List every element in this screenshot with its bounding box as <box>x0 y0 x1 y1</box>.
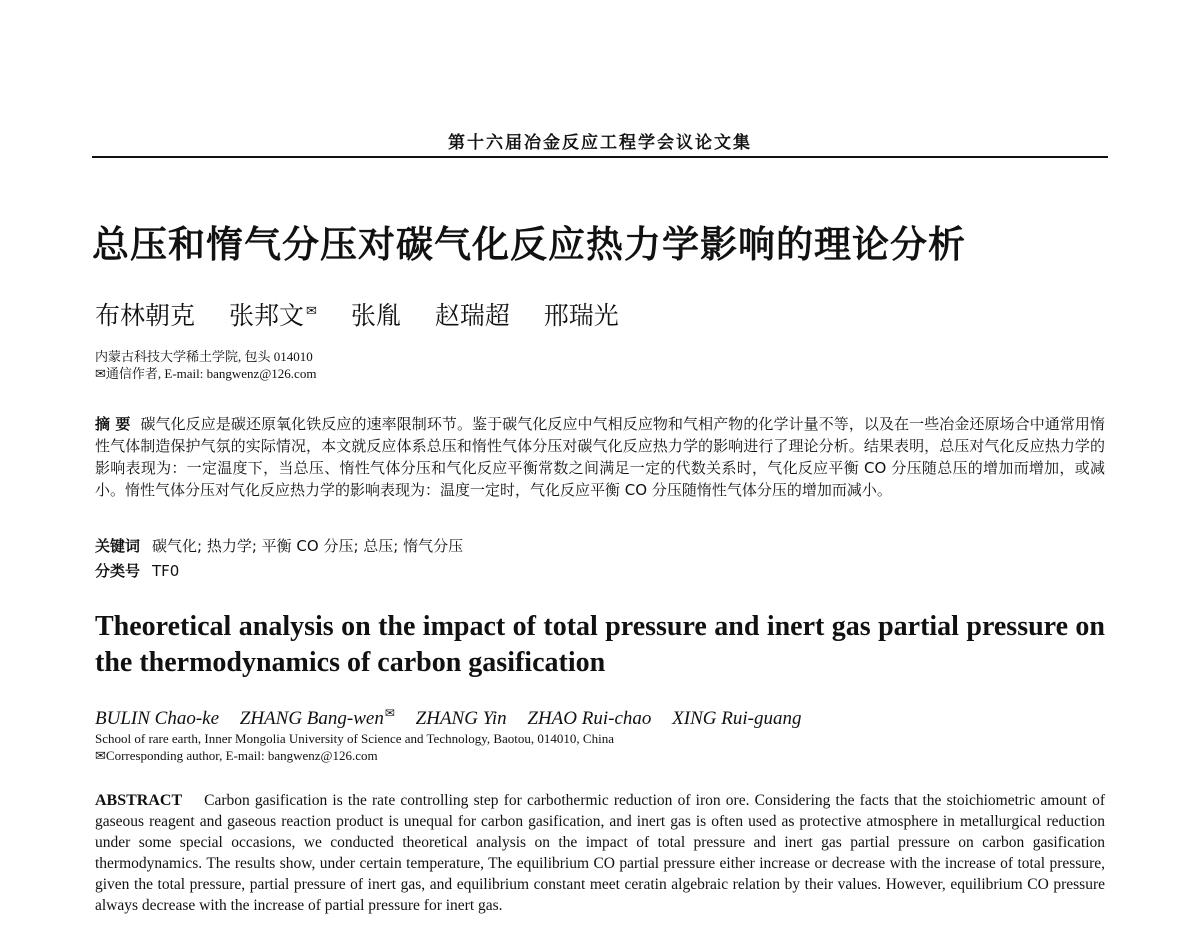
chinese-classification <box>95 560 179 581</box>
en-author-2: ZHANG Bang-wen✉ <box>239 706 395 730</box>
en-author-3: ZHANG Yin <box>415 708 507 730</box>
english-abstract <box>95 790 1105 916</box>
zh-class-label: 分类号 <box>95 562 141 580</box>
en-affiliation-line: School of rare earth, Inner Mongolia University of Science and Technology, Baotou, 014010, China <box>95 731 614 746</box>
chinese-affiliation <box>95 348 316 382</box>
english-affiliation <box>95 730 614 764</box>
en-author-5: XING Rui-guang <box>672 708 802 730</box>
zh-abstract-text: 碳气化反应是碳还原氧化铁反应的速率限制环节。鉴于碳气化反应中气相反应物和气相产物的化学计量不等，以及在一些冶金还原场合中通常用惰性气体制造保护气氛的实际情况，本文就反应体系总压和惰性气体分压对碳气化反应热力学的影响进行了理论分析。结果表明，总压对气化反应热力学的影响表现为：一定温度下，当总压、惰性气体分压和气化反应平衡常数之间满足一定的代数关系时，气化反应平衡 CO 分压随总压的增加而增加，或减小。惰性气体分压对气化反应热力学的影响表现为：温度一定时，气化反应平衡 CO 分压随惰性气体分压的增加而减小。 <box>95 415 1105 499</box>
zh-author-5: 邢瑞光 <box>543 301 619 330</box>
english-title: Theoretical analysis on the impact of total pressure and inert gas partial pressure on the thermodynamics of carbon gasification <box>95 611 1105 678</box>
zh-abstract-label: 摘 要 <box>95 415 131 433</box>
en-corresponding-line: ✉Corresponding author, E-mail: bangwenz@126.com <box>95 748 378 763</box>
chinese-authors <box>95 296 645 332</box>
en-author-4: ZHAO Rui-chao <box>527 708 652 730</box>
zh-corresponding-line: ✉通信作者, E-mail: bangwenz@126.com <box>95 366 317 381</box>
zh-author-3: 张胤 <box>350 301 401 330</box>
header-rule <box>92 156 1108 158</box>
chinese-abstract <box>95 413 1105 501</box>
zh-author-4: 赵瑞超 <box>434 301 510 330</box>
english-authors <box>95 706 817 730</box>
chinese-title: 总压和惰气分压对碳气化反应热力学影响的理论分析 <box>92 223 966 266</box>
zh-keywords-text: 碳气化; 热力学; 平衡 CO 分压; 总压; 惰气分压 <box>152 537 464 555</box>
zh-author-2: 张邦文 ✉ <box>228 301 317 330</box>
zh-author-1: 布林朝克 <box>95 301 196 330</box>
chinese-keywords <box>95 535 463 556</box>
en-author-1: BULIN Chao-ke <box>95 708 220 730</box>
zh-affiliation-line: 内蒙古科技大学稀土学院, 包头 014010 <box>95 349 313 364</box>
zh-keywords-label: 关键词 <box>95 537 141 555</box>
running-head: 第十六届冶金反应工程学会议论文集 <box>448 133 752 153</box>
en-abstract-label: ABSTRACT <box>95 792 183 809</box>
zh-class-text: TF0 <box>152 562 180 580</box>
corresponding-mark-icon: ✉ <box>384 706 395 720</box>
corresponding-mark-icon: ✉ <box>305 303 317 319</box>
en-abstract-text: Carbon gasification is the rate controlling step for carbothermic reduction of iron ore. Considering the facts that the stoichiometric amount of gaseous reagent and gaseous reaction product is unequal for carbon gasification, and inert gas is often used as protective atmosphere in metallurgical reduction under some special occasions, we conducted theoretical analysis on the impact of total pressure and inert gas partial pressure on carbon gasification thermodynamics. The results show, under certain temperature, The equilibrium CO partial pressure either increase or decrease with the increase of total pressure, given the total pressure, partial pressure of inert gas, and equilibrium constant meet ceratin algebraic relation by their values. However, equilibrium CO pressure always decrease with the increase of partial pressure for inert gas. <box>95 792 1105 914</box>
